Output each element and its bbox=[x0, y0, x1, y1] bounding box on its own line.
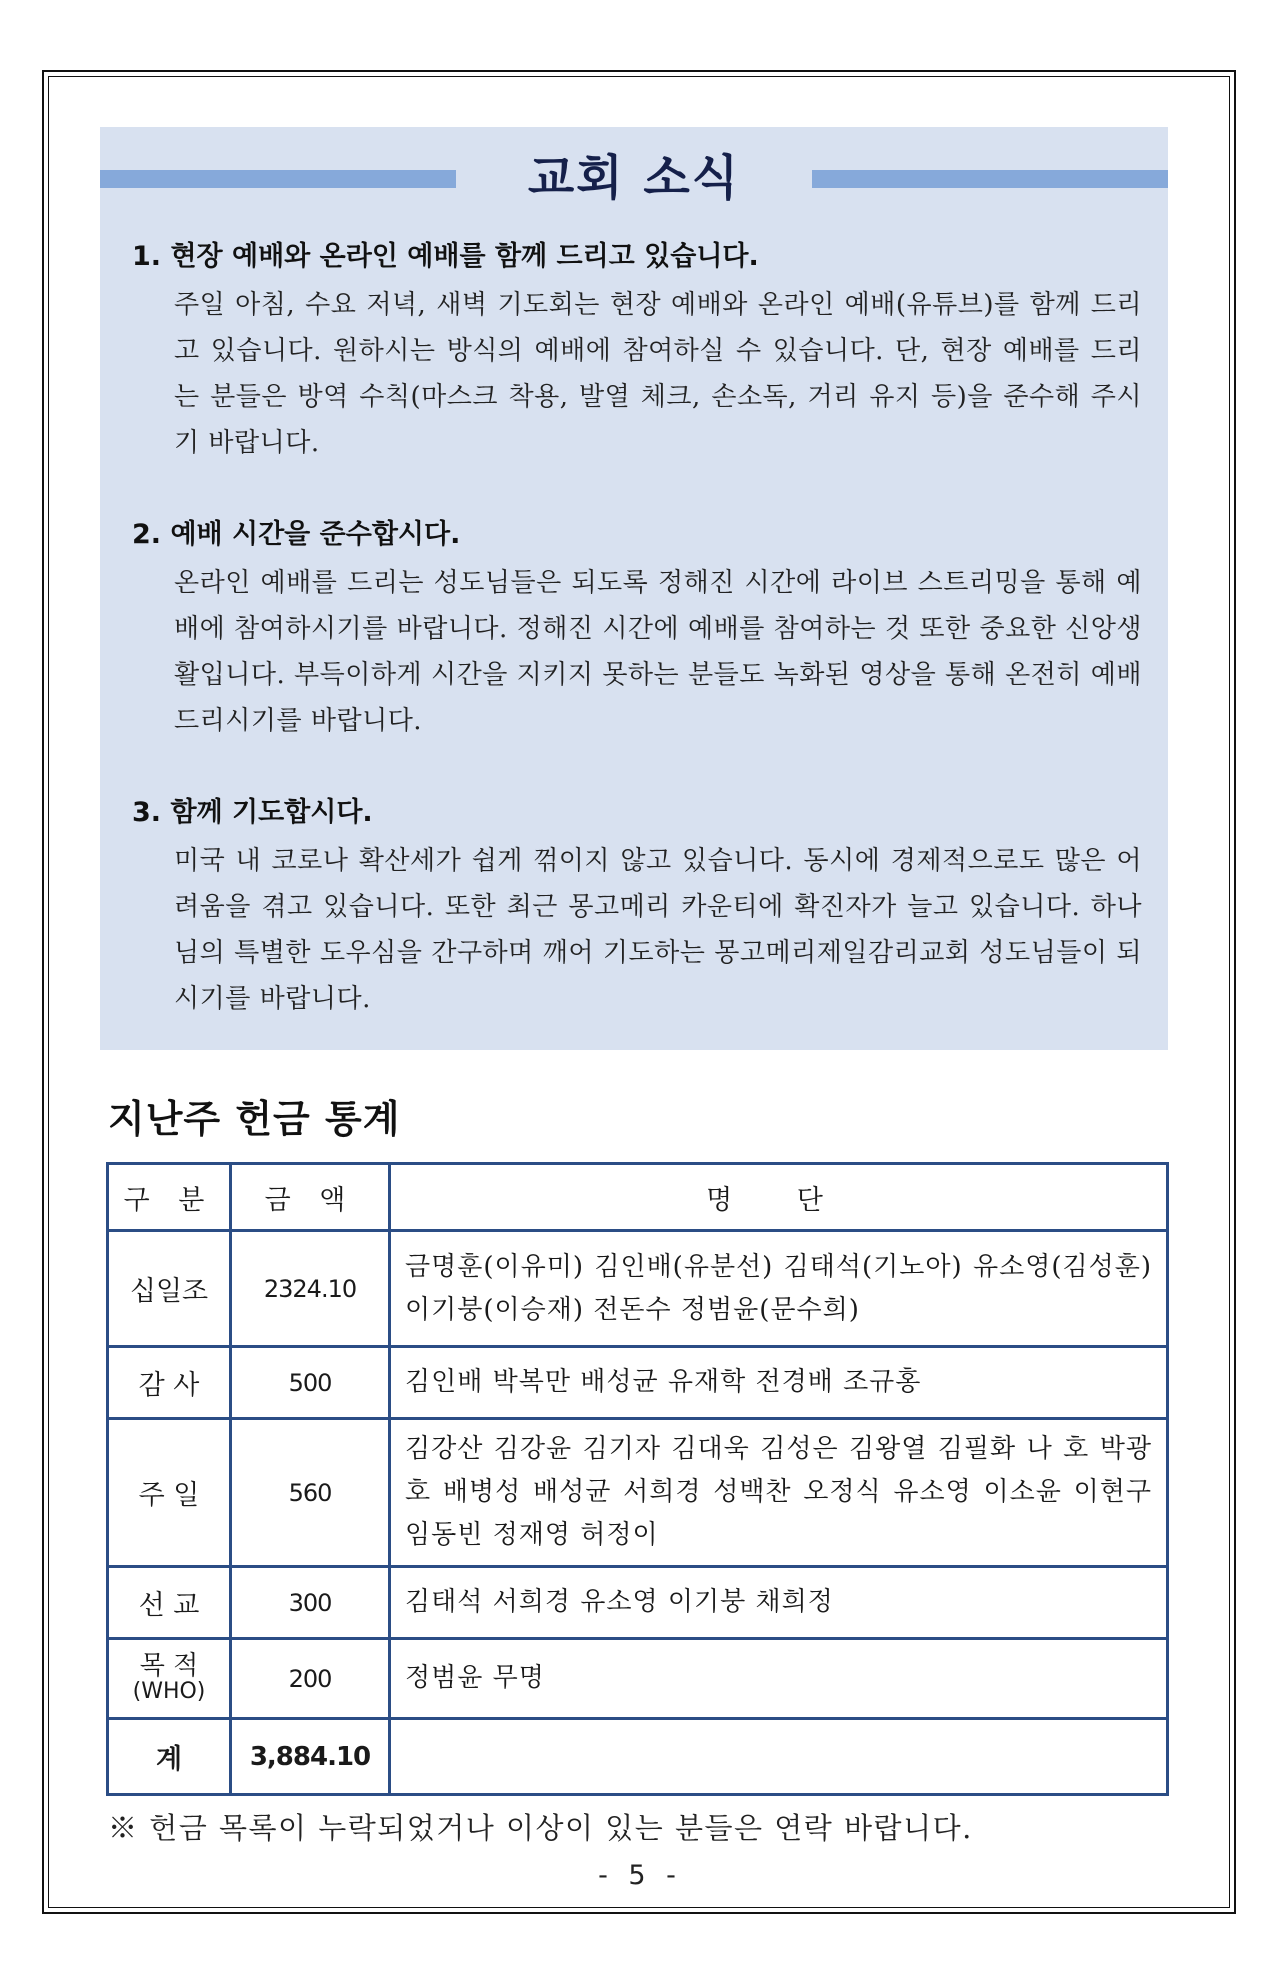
row-category-sub: (WHO) bbox=[132, 1678, 206, 1704]
total-category: 계 bbox=[108, 1719, 231, 1795]
church-news-box bbox=[100, 127, 1168, 1050]
row-amount: 200 bbox=[231, 1639, 390, 1719]
row-names: 김인배 박복만 배성균 유재학 전경배 조규홍 bbox=[390, 1347, 1168, 1419]
page-number: - 5 - bbox=[598, 1860, 682, 1891]
table-row bbox=[108, 1639, 1168, 1719]
table-row bbox=[108, 1347, 1168, 1419]
total-row bbox=[108, 1719, 1168, 1795]
table-row bbox=[108, 1567, 1168, 1639]
title-bar-right bbox=[812, 170, 1168, 188]
row-category: 선 교 bbox=[108, 1567, 231, 1639]
header-amount: 금 액 bbox=[231, 1164, 390, 1231]
table-header-row bbox=[108, 1164, 1168, 1231]
header-names: 명 단 bbox=[390, 1164, 1168, 1231]
news-item-heading: 2. 예배 시간을 준수합시다. bbox=[132, 519, 461, 550]
offering-table bbox=[106, 1162, 1169, 1796]
news-item-body: 온라인 예배를 드리는 성도님들은 되도록 정해진 시간에 라이브 스트리밍을 통해 예배에 참여하시기를 바랍니다. 정해진 시간에 예배를 참여하는 것 또한 중요한 신앙생활입니다. 부득이하게 시간을 지키지 못하는 분들도 녹화된 영상을 통해 온전히 예배드리시기를 바랍니다. bbox=[174, 568, 1142, 736]
row-amount: 560 bbox=[231, 1419, 390, 1567]
row-category bbox=[108, 1639, 231, 1719]
row-names: 금명훈(이유미) 김인배(유분선) 김태석(기노아) 유소영(김성훈) 이기붕(이승재) 전돈수 정범윤(문수희) bbox=[390, 1231, 1168, 1347]
row-names: 김태석 서희경 유소영 이기붕 채희정 bbox=[390, 1567, 1168, 1639]
row-category: 감 사 bbox=[108, 1347, 231, 1419]
offering-section-title: 지난주 헌금 통계 bbox=[108, 1097, 401, 1141]
header-category: 구 분 bbox=[108, 1164, 231, 1231]
news-item-body: 미국 내 코로나 확산세가 쉽게 꺾이지 않고 있습니다. 동시에 경제적으로도 많은 어려움을 겪고 있습니다. 또한 최근 몽고메리 카운티에 확진자가 늘고 있습니다. 하나님의 특별한 도우심을 간구하며 깨어 기도하는 몽고메리제일감리교회 성도님들이 되시기를 바랍니다. bbox=[174, 846, 1142, 1014]
table-row bbox=[108, 1231, 1168, 1347]
news-item-3 bbox=[132, 796, 1142, 1022]
row-amount: 300 bbox=[231, 1567, 390, 1639]
news-title: 교회 소식 bbox=[527, 150, 741, 206]
row-names: 정범윤 무명 bbox=[390, 1639, 1168, 1719]
row-names: 김강산 김강윤 김기자 김대욱 김성은 김왕열 김필화 나 호 박광호 배병성 배성균 서희경 성백찬 오정식 유소영 이소윤 이현구 임동빈 정재영 허정이 bbox=[390, 1419, 1168, 1567]
footnote: ※ 헌금 목록이 누락되었거나 이상이 있는 분들은 연락 바랍니다. bbox=[108, 1811, 973, 1845]
news-item-1 bbox=[132, 240, 1142, 466]
title-bar-left bbox=[100, 170, 456, 188]
table-row bbox=[108, 1419, 1168, 1567]
row-amount: 500 bbox=[231, 1347, 390, 1419]
row-category-main: 목 적 bbox=[139, 1650, 199, 1681]
row-category: 십일조 bbox=[108, 1231, 231, 1347]
row-category: 주 일 bbox=[108, 1419, 231, 1567]
total-names bbox=[390, 1719, 1168, 1795]
news-item-2 bbox=[132, 518, 1142, 744]
news-item-body: 주일 아침, 수요 저녁, 새벽 기도회는 현장 예배와 온라인 예배(유튜브)를 함께 드리고 있습니다. 원하시는 방식의 예배에 참여하실 수 있습니다. 단, 현장 예배를 드리는 분들은 방역 수칙(마스크 착용, 발열 체크, 손소독, 거리 유지 등)을 준수해 주시기 바랍니다. bbox=[174, 290, 1142, 458]
total-amount: 3,884.10 bbox=[231, 1719, 390, 1795]
news-item-heading: 1. 현장 예배와 온라인 예배를 함께 드리고 있습니다. bbox=[132, 241, 759, 272]
row-amount: 2324.10 bbox=[231, 1231, 390, 1347]
news-item-heading: 3. 함께 기도합시다. bbox=[132, 797, 373, 828]
